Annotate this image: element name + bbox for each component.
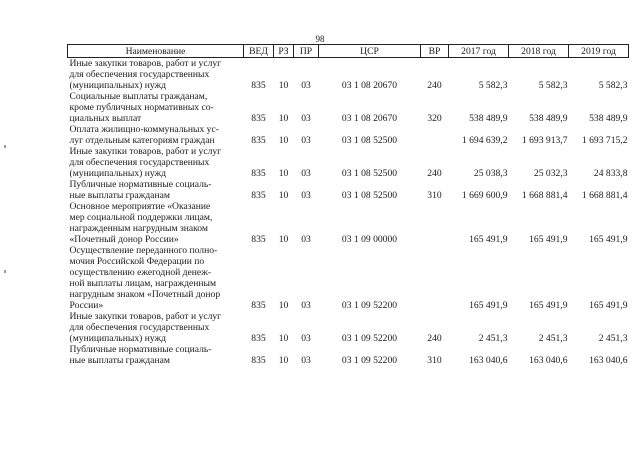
row-pr: 03 [301, 234, 311, 245]
row-pr: 03 [301, 80, 311, 91]
row-2017: 2 451,3 [478, 333, 508, 344]
table-row [68, 245, 629, 311]
row-name: Осуществление переданного полно- мочия Российской Федерации по осуществлению ежегодной денеж- ной выплаты лицам, награжденным нагрудным знаком «Почетный донор России» [69, 245, 221, 311]
header-2018: 2018 год [509, 45, 569, 58]
row-pr: 03 [301, 168, 311, 179]
table-row [68, 311, 629, 344]
row-csr: 03 1 08 52500 [341, 190, 398, 201]
row-csr: 03 1 09 52200 [341, 300, 398, 311]
table-header-row [68, 45, 629, 58]
row-name: Публичные нормативные социаль- ные выплаты гражданам [69, 344, 212, 366]
row-rz: 10 [278, 168, 289, 179]
header-ved: ВЕД [244, 45, 274, 58]
row-csr: 03 1 08 52500 [341, 168, 398, 179]
row-vr: 320 [427, 113, 442, 124]
row-rz: 10 [278, 135, 289, 146]
row-2017: 165 491,9 [469, 300, 508, 311]
row-pr: 03 [301, 113, 311, 124]
row-vr: 240 [427, 168, 442, 179]
row-2017: 1 694 639,2 [461, 135, 508, 146]
row-2018: 165 491,9 [529, 300, 568, 311]
row-name: Иные закупки товаров, работ и услуг для обеспечения государственных (муниципальных) нужд [69, 311, 222, 344]
row-rz: 10 [278, 300, 289, 311]
row-2019: 1 668 881,4 [581, 190, 628, 201]
row-pr: 03 [301, 333, 311, 344]
row-rz: 10 [278, 80, 289, 91]
row-rz: 10 [278, 355, 289, 366]
table-row [68, 58, 629, 92]
row-pr: 03 [301, 355, 311, 366]
row-csr: 03 1 08 20670 [341, 80, 398, 91]
header-2017: 2017 год [449, 45, 509, 58]
row-csr: 03 1 09 52200 [341, 333, 398, 344]
page-number: 98 [315, 34, 325, 44]
row-ved: 835 [251, 234, 266, 245]
table-row [68, 146, 629, 179]
row-ved: 835 [251, 190, 266, 201]
row-vr [421, 245, 449, 311]
row-2019: 163 040,6 [589, 355, 628, 366]
row-2018: 163 040,6 [529, 355, 568, 366]
row-rz: 10 [278, 333, 289, 344]
row-name: Иные закупки товаров, работ и услуг для обеспечения государственных (муниципальных) нужд [69, 146, 222, 179]
row-csr: 03 1 09 52200 [341, 355, 398, 366]
row-name: Публичные нормативные социаль- ные выплаты гражданам [69, 179, 212, 201]
row-2019: 5 582,3 [598, 80, 628, 91]
row-ved: 835 [251, 355, 266, 366]
row-name: Оплата жилищно-коммунальных ус- луг отдельным категориям граждан [69, 124, 219, 146]
header-2019: 2019 год [569, 45, 629, 58]
row-2019: 165 491,9 [589, 300, 628, 311]
row-pr: 03 [301, 190, 311, 201]
table-row [68, 201, 629, 245]
row-2019: 24 833,8 [593, 168, 628, 179]
row-2017: 1 669 600,9 [461, 190, 508, 201]
row-csr: 03 1 09 00000 [341, 234, 398, 245]
row-2019: 1 693 715,2 [581, 135, 628, 146]
row-2018: 165 491,9 [529, 234, 568, 245]
row-rz: 10 [278, 234, 289, 245]
row-2019: 165 491,9 [589, 234, 628, 245]
row-2019: 2 451,3 [598, 333, 628, 344]
row-2018: 25 032,3 [533, 168, 568, 179]
row-ved: 835 [251, 168, 266, 179]
header-name: Наименование [68, 45, 244, 58]
row-ved: 835 [251, 333, 266, 344]
row-2017: 538 489,9 [469, 113, 508, 124]
row-2018: 1 668 881,4 [521, 190, 568, 201]
header-rz: РЗ [274, 45, 294, 58]
row-vr [421, 201, 449, 245]
budget-table [67, 44, 629, 366]
table-row [68, 344, 629, 366]
row-vr: 310 [427, 190, 442, 201]
scan-mark [4, 145, 6, 148]
header-vr: ВР [421, 45, 449, 58]
row-ved: 835 [251, 113, 266, 124]
row-pr: 03 [301, 135, 311, 146]
row-vr [421, 124, 449, 146]
row-2018: 2 451,3 [538, 333, 568, 344]
scan-mark [4, 270, 6, 273]
row-pr: 03 [301, 300, 311, 311]
header-csr: ЦСР [319, 45, 421, 58]
row-2018: 5 582,3 [538, 80, 568, 91]
row-ved: 835 [251, 300, 266, 311]
row-vr: 240 [427, 80, 442, 91]
table-row [68, 179, 629, 201]
header-pr: ПР [294, 45, 319, 58]
row-vr: 310 [427, 355, 442, 366]
row-ved: 835 [251, 135, 266, 146]
row-ved: 835 [251, 80, 266, 91]
table-row [68, 124, 629, 146]
row-name: Основное мероприятие «Оказание мер социальной поддержки лицам, награжденным нагрудным знаком «Почетный донор России» [69, 201, 213, 245]
row-rz: 10 [278, 190, 289, 201]
row-rz: 10 [278, 113, 289, 124]
row-2017: 165 491,9 [469, 234, 508, 245]
row-name: Социальные выплаты гражданам, кроме публичных нормативных со- циальных выплат [69, 91, 214, 124]
row-2019: 538 489,9 [589, 113, 628, 124]
row-2017: 25 038,3 [473, 168, 508, 179]
row-vr: 240 [427, 333, 442, 344]
row-csr: 03 1 08 52500 [341, 135, 398, 146]
row-2017: 5 582,3 [478, 80, 508, 91]
row-csr: 03 1 08 20670 [341, 113, 398, 124]
row-name: Иные закупки товаров, работ и услуг для обеспечения государственных (муниципальных) нужд [69, 58, 222, 91]
table-row [68, 91, 629, 124]
row-2017: 163 040,6 [469, 355, 508, 366]
row-2018: 538 489,9 [529, 113, 568, 124]
row-2018: 1 693 913,7 [521, 135, 568, 146]
